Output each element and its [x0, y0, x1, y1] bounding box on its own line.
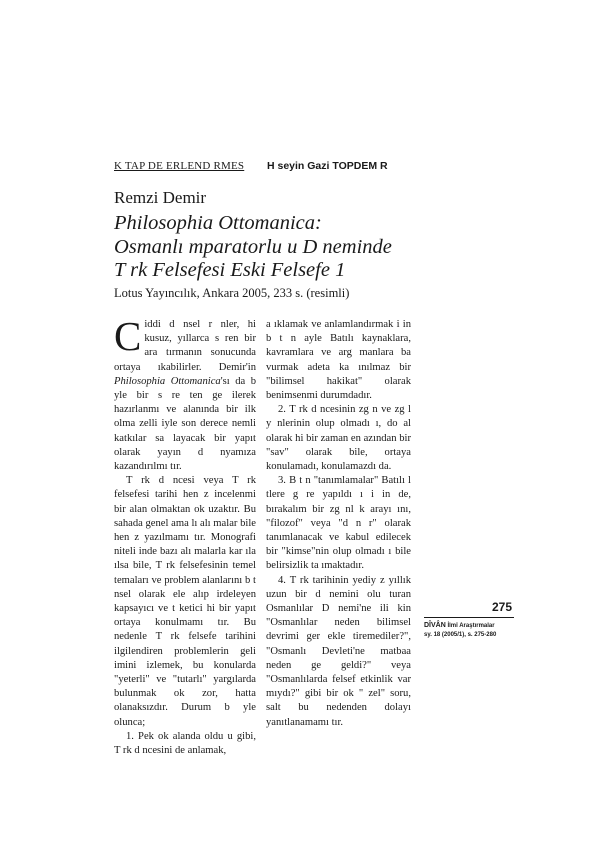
divider: [424, 617, 514, 618]
paragraph: a ıklamak ve anlamlandırmak i in b t n ayle Batılı kaynaklara, kavramlara ve arg manlara ba vurmak adeta ka ınılmaz bir "bilimsel hakikat" olarak benimsenmi durumdadır.: [266, 319, 411, 402]
paragraph: [114, 313, 256, 474]
book-title: [114, 212, 392, 283]
body-column-right: [266, 318, 411, 730]
drop-cap: C: [114, 313, 142, 359]
paragraph-text: 'sı da b yle bir s re ten ge ilerek hazırlanmı ve alanında bir ilk olma zelli iyle son derece nemli katkılar sa layacak bir yapıt olarak yayın d nyamıza kazandırılmı tır.: [114, 375, 256, 473]
book-title-line: Philosophia Ottomanica:: [114, 212, 322, 234]
journal-description: İlmî Araştırmalar: [445, 623, 495, 629]
book-title-line: Osmanlı mparatorlu u D neminde: [114, 235, 392, 258]
book-author: Remzi Demir: [114, 188, 207, 207]
paragraph: 2. T rk d ncesinin zg n ve zg l y nlerinin olup olmadı ı, do al olarak hi bir zaman en azından bir "sav" olarak bile, ortaya konulamadı, konulamazdı da.: [266, 404, 411, 473]
paragraph: T rk d ncesi veya T rk felsefesi tarihi hen z incelenmi bir alan olmaktan ok uzaktır. Bu sahada genel ama lı alı malar bile hen z yazılmamı tır. Monografi niteli inde bazı alı malarla kar ıla ılsa bile, T rk felsefesinin temel temaları ve problem alanlarını b t nsel olarak ele alıp irdeleyen kapsayıcı ve t ketici hi bir yapıt ortaya konulmamı tır. Bu nedenle T rk felsefe tarihini ilgilendiren problemlerin geli imini izlemek, bu konularda "yeterli" ve "tutarlı" yargılarda bulunmak ok zor, hatta olanaksızdır. Durum b yle olunca;: [114, 475, 256, 728]
paragraph: 1. Pek ok alanda oldu u gibi, T rk d ncesini de anlamak,: [114, 730, 256, 757]
italic-book-title: Philosophia Ottomanica: [114, 375, 221, 387]
book-title-line: T rk Felsefesi Eski Felsefe 1: [114, 259, 346, 281]
paragraph: 3. B t n "tanımlamalar" Batılı l tlere g re yapıldı ı i in de, bırakalım bir zg nl k arayı ını, "filozof" veya "d n r" olarak tanımlanacak ve kabul edilecek bir "kimse"nin olup olmadı ı bile belirsizlik ta ımaktadır.: [266, 475, 411, 572]
body-column-left: [114, 313, 256, 758]
section-heading: K TAP DE ERLEND RMES: [114, 160, 245, 172]
paragraph-text: iddi d nsel r nler, hi kusuz, yıllarca s ren bir ara tırmanın sonucunda ortaya ıkabilirler. Demir'in: [114, 319, 256, 373]
reviewer-name: H seyin Gazi TOPDEM R: [267, 160, 388, 172]
paragraph: 4. T rk tarihinin yediy z yıllık uzun bir d nemini olu turan Osmanlılar D nemi'ne ili kin "Osmanlılar neden bilimsel devrimi ger ekle tiremediler?", "Osmanlı Devleti'ne matbaa neden ge geldi?" veya "Osmanlılarda felsef etkinlik var mıydı?" gibi bir ok " zel" soru, salt bu nedenden dolayı yanıtlanamamı tır.: [266, 574, 411, 728]
citation-details: sy. 18 (2005/1), s. 275-280: [424, 632, 497, 638]
journal-name: DÎVÂN: [424, 622, 446, 629]
journal-citation: [424, 621, 496, 640]
page-number: 275: [492, 600, 513, 614]
publication-info: Lotus Yayıncılık, Ankara 2005, 233 s. (resimli): [114, 286, 350, 300]
